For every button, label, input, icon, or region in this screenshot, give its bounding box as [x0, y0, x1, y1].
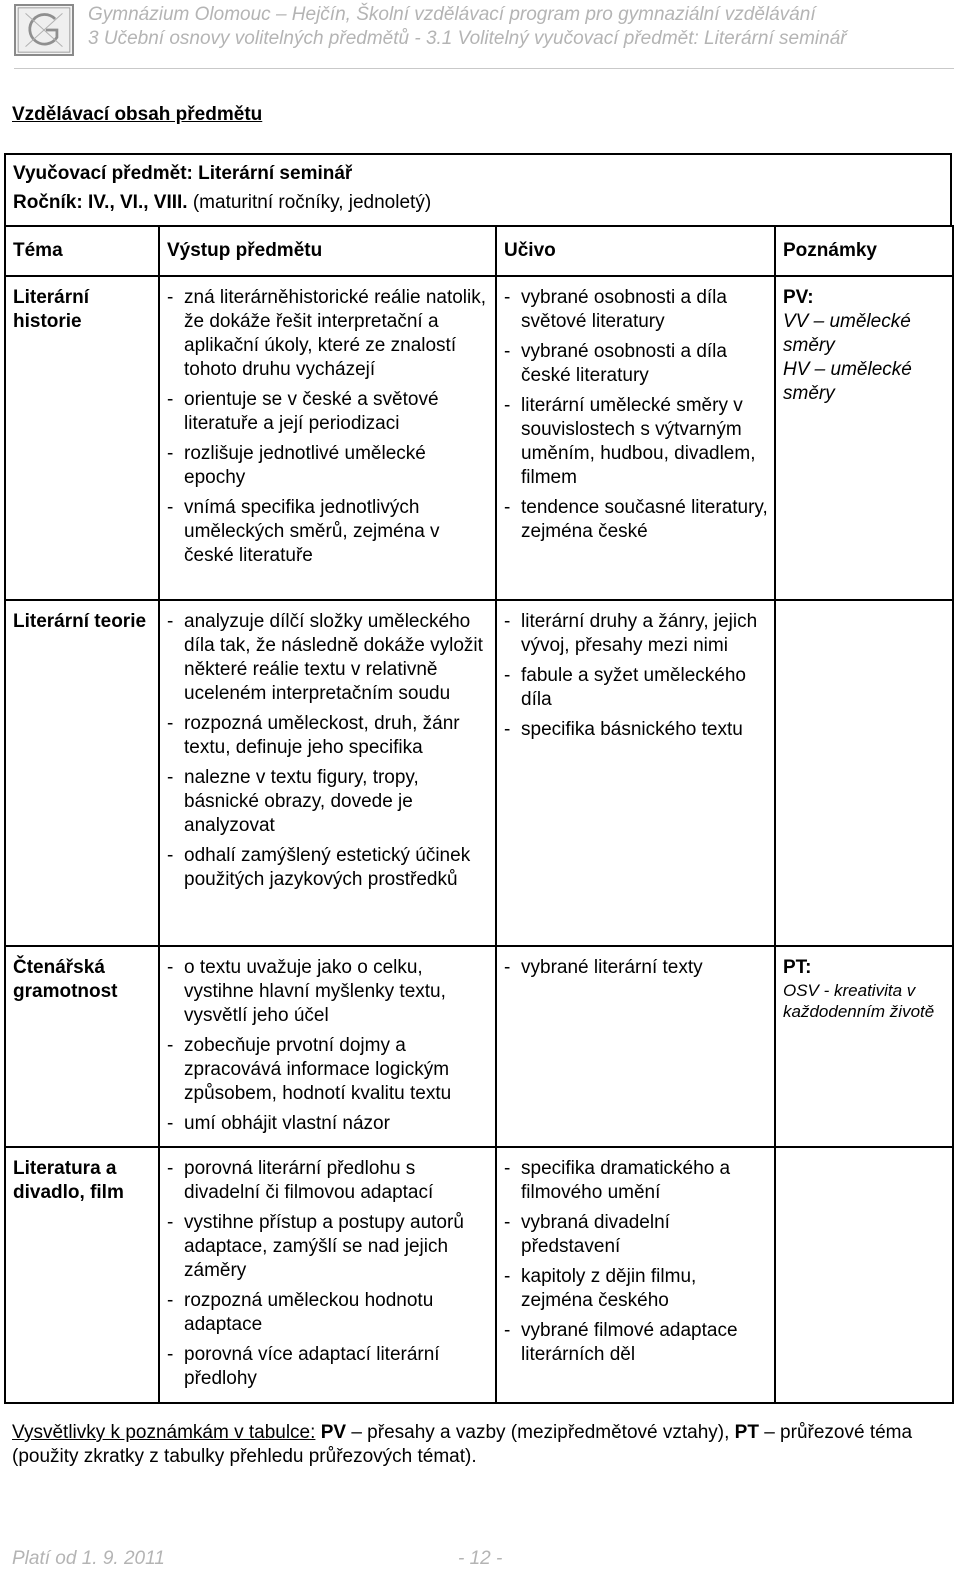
grade-label: Ročník: IV., VI., VIII.: [13, 192, 188, 213]
header-notes: Poznámky: [775, 226, 953, 276]
output-item: - porovná literární předlohu s divadelní či filmovou adaptací: [167, 1157, 489, 1205]
outputs-cell: [159, 600, 496, 946]
notes-cell: [775, 276, 953, 600]
legend-pv: PV: [320, 1422, 347, 1443]
note-item: HV – umělecké směry: [783, 359, 912, 404]
table-row: [5, 946, 953, 1147]
output-item: - analyzuje dílčí složky uměleckého díla tak, že následně dokáže vyložit některé reálie textu v relativně uceleném interpretačním soudu: [167, 610, 489, 706]
content-cell: [496, 946, 775, 1147]
output-item: - porovná více adaptací literární předlohy: [167, 1343, 489, 1391]
legend-label: Vysvětlivky k poznámkám v tabulce:: [12, 1422, 316, 1443]
content-item: - specifika básnického textu: [504, 718, 768, 742]
output-item: - o textu uvažuje jako o celku, vystihne hlavní myšlenky textu, vysvětlí jeho účel: [167, 956, 489, 1028]
note-item: OSV - kreativita v každodenním životě: [783, 981, 935, 1021]
output-item: - zobecňuje prvotní dojmy a zpracovává informace logickým způsobem, hodnotí kvalitu textu: [167, 1034, 489, 1106]
output-item: - orientuje se v české a světové literatuře a její periodizaci: [167, 388, 489, 436]
output-item: - nalezne v textu figury, tropy, básnické obrazy, dovede je analyzovat: [167, 766, 489, 838]
subject-info-box: [4, 153, 952, 227]
content-item: - literární druhy a žánry, jejich vývoj, přesahy mezi nimi: [504, 610, 768, 658]
output-item: - rozpozná uměleckou hodnotu adaptace: [167, 1289, 489, 1337]
notes-cell: [775, 600, 953, 946]
outputs-cell: [159, 946, 496, 1147]
outputs-cell: [159, 276, 496, 600]
table-row: [5, 276, 953, 600]
curriculum-table: [4, 225, 954, 1404]
legend-pt: PT: [734, 1422, 759, 1443]
grade-line: [13, 192, 431, 214]
section-title: Vzdělávací obsah předmětu: [12, 104, 263, 125]
header-section-line: 3 Učební osnovy volitelných předmětů - 3.1 Volitelný vyučovací předmět: Literární seminář: [88, 28, 847, 49]
table-row: [5, 600, 953, 946]
header-content: Učivo: [496, 226, 775, 276]
output-item: - rozpozná uměleckost, druh, žánr textu, definuje jeho specifika: [167, 712, 489, 760]
output-item: - odhalí zamýšlený estetický účinek použitých jazykových prostředků: [167, 844, 489, 892]
content-cell: [496, 600, 775, 946]
content-item: - vybrané osobnosti a díla světové literatury: [504, 286, 768, 334]
output-item: - vystihne přístup a postupy autorů adaptace, zamýšlí se nad jejich záměry: [167, 1211, 489, 1283]
content-item: - fabule a syžet uměleckého díla: [504, 664, 768, 712]
content-item: - vybrané filmové adaptace literárních děl: [504, 1319, 768, 1367]
legend-pv-text: – přesahy a vazby (mezipředmětové vztahy),: [346, 1422, 735, 1443]
legend-pt-text: – průřezové téma (použity zkratky z tabulky přehledu průřezových témat).: [12, 1422, 913, 1467]
document-header: [0, 0, 960, 72]
output-item: - rozlišuje jednotlivé umělecké epochy: [167, 442, 489, 490]
content-item: - vybrané osobnosti a díla české literatury: [504, 340, 768, 388]
outputs-cell: [159, 1147, 496, 1403]
content-cell: [496, 1147, 775, 1403]
valid-from: Platí od 1. 9. 2011: [12, 1548, 165, 1569]
school-logo-icon: [16, 6, 72, 54]
content-item: - specifika dramatického a filmového umění: [504, 1157, 768, 1205]
header-school-line: Gymnázium Olomouc – Hejčín, Školní vzdělávací program pro gymnaziální vzdělávání: [88, 4, 816, 25]
notes-head: PV:: [783, 287, 814, 308]
content-item: - literární umělecké směry v souvislostech s výtvarným uměním, hudbou, divadlem, filmem: [504, 394, 768, 490]
table-header-row: [5, 226, 953, 276]
header-topic: Téma: [5, 226, 159, 276]
header-outputs: Výstup předmětu: [159, 226, 496, 276]
notes-cell: [775, 946, 953, 1147]
content-item: - tendence současné literatury, zejména české: [504, 496, 768, 544]
header-divider: [14, 68, 954, 69]
legend: [12, 1421, 942, 1469]
output-item: - vnímá specifika jednotlivých uměleckých směrů, zejména v české literatuře: [167, 496, 489, 568]
subject-name: Vyučovací předmět: Literární seminář: [13, 163, 353, 184]
topic-cell: Literární teorie: [5, 600, 159, 946]
note-item: VV – umělecké směry: [783, 311, 911, 356]
content-item: - vybrané literární texty: [504, 956, 768, 980]
table-row: [5, 1147, 953, 1403]
content-item: - vybraná divadelní představení: [504, 1211, 768, 1259]
output-item: - umí obhájit vlastní názor: [167, 1112, 489, 1136]
page-number: - 12 -: [458, 1548, 503, 1569]
topic-cell: Čtenářská gramotnost: [5, 946, 159, 1147]
page-footer: [12, 1548, 503, 1570]
topic-cell: Literární historie: [5, 276, 159, 600]
topic-cell: Literatura a divadlo, film: [5, 1147, 159, 1403]
notes-cell: [775, 1147, 953, 1403]
output-item: - zná literárněhistorické reálie natolik, že dokáže řešit interpretační a aplikační úkoly, které ze znalostí tohoto druhu vycházejí: [167, 286, 489, 382]
school-logo: [14, 4, 74, 56]
notes-head: PT:: [783, 957, 812, 978]
content-item: - kapitoly z dějin filmu, zejména českého: [504, 1265, 768, 1313]
content-cell: [496, 276, 775, 600]
grade-note: (maturitní ročníky, jednoletý): [192, 192, 432, 213]
